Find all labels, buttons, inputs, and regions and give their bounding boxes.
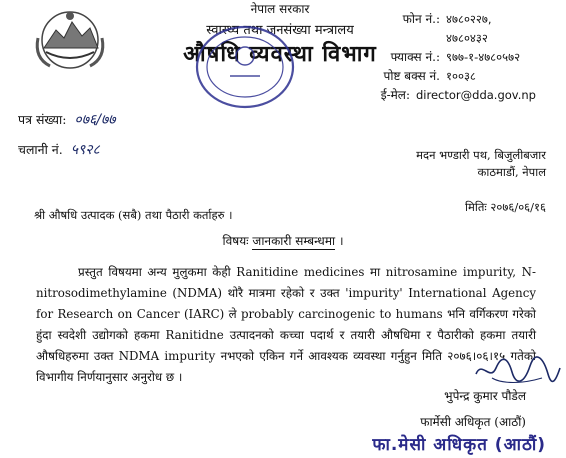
handwritten-signature-icon [472, 354, 562, 388]
recipient-line: श्री औषधि उत्पादक (सबै) तथा पैठारी कर्ताहरु । [34, 208, 233, 222]
letter-date: मितिः २०७६/०६/१६ [465, 200, 546, 214]
subject-end: । [338, 234, 344, 248]
phone-number-2: ४७८०४३२ [446, 31, 488, 45]
email-row [326, 86, 546, 105]
designation-stamp: फा.मेसी अधिकृत (आठौं) [372, 435, 546, 455]
office-address [346, 147, 546, 181]
fax-label: फ्याक्स नं.: [390, 50, 440, 64]
fax-number: ९७७-१-४७८०५७२ [446, 50, 521, 64]
pobox-row [326, 67, 546, 86]
fax-row [326, 48, 546, 67]
pobox-number: १००३८ [446, 69, 476, 83]
department-stamp-icon [190, 20, 300, 115]
subject-label: विषयः [222, 234, 249, 248]
dispatch-value: ५९२८ [70, 142, 100, 158]
ministry-name: स्वास्थ्य तथा जनसंख्या मन्त्रालय [206, 23, 354, 38]
reference-value: ०७६/७७ [74, 112, 116, 128]
email-address[interactable]: director@dda.gov.np [416, 88, 536, 102]
phone-row [326, 10, 546, 29]
government-name: नेपाल सरकार [250, 2, 310, 16]
subject-line [0, 232, 566, 249]
contact-info [326, 10, 546, 105]
department-name: औषधि व्यवस्था विभाग [183, 41, 377, 67]
subject-text: जानकारी सम्बन्धमा [252, 234, 336, 248]
dispatch-label: चलानी नं. [18, 142, 63, 157]
phone-row-2 [326, 29, 546, 48]
signatory-designation: फार्मेसी अधिकृत (आठौं) [420, 415, 526, 429]
reference-label: पत्र संख्या: [18, 112, 67, 127]
email-label: ई-मेल: [380, 88, 410, 102]
dispatch-number [18, 140, 100, 159]
phone-label: फोन नं.: [402, 12, 440, 26]
pobox-label: पोष्ट बक्स नं. [383, 69, 440, 83]
address-line-1: मदन भण्डारी पथ, बिजुलीबजार [416, 148, 546, 162]
reference-number [18, 110, 116, 129]
signatory-name: भुपेन्द्र कुमार पौडेल [444, 389, 526, 403]
phone-number-1: ४७८०२२७, [446, 12, 492, 26]
nepal-emblem-icon [32, 8, 108, 74]
address-line-2: काठमाडौं, नेपाल [477, 165, 546, 179]
letter-body: प्रस्तुत विषयमा अन्य मुलुकमा केही Ranitidine medicines मा nitrosamine impurity, N-nitrosodimethylamine (NDMA) थोरै मात्रमा रहेको र उक्त 'impurity' International Agency for Research on Cancer (IARC) ले probably carcinogenic to humans भनि वर्गिकरण गरेको हुंदा स्वदेशी उद्योगको हकमा Ranitidne उत्पादनको कच्चा पदार्थ र तयारी औषधिमा र पैठारीको हकमा तयारी औषधिहरुमा उक्त NDMA impurity नभएको एकिन गर्ने आवश्यक व्यवस्था गर्नुहुन मिति २०७६।०६।१५ गतेको विभागीय निर्णयानुसार अनुरोध छ । [36, 265, 536, 384]
